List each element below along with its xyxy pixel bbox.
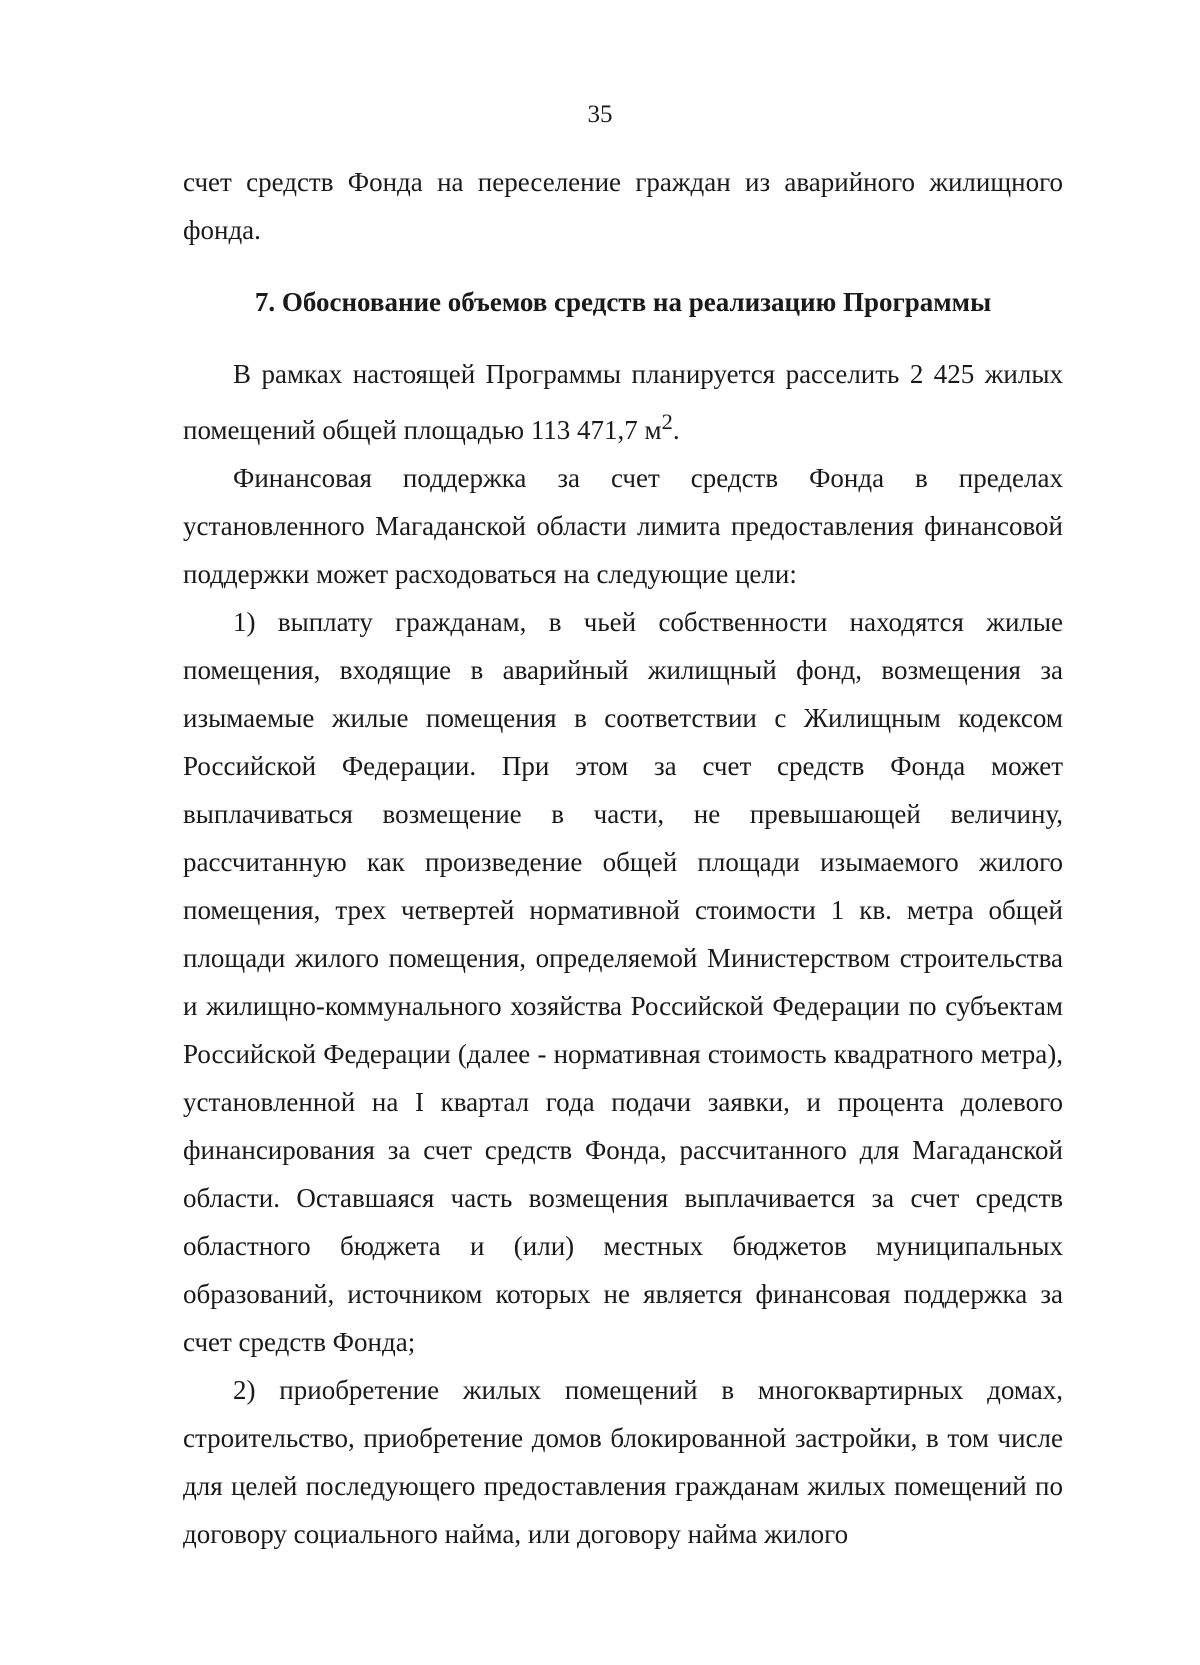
paragraph-financial-support: Финансовая поддержка за счет средств Фонда в пределах установленного Магаданской области лимита предоставления финансовой поддержки может расходоваться на следующие цели: xyxy=(183,463,1063,589)
paragraph-item-2: 2) приобретение жилых помещений в многоквартирных домах, строительство, приобретение домов блокированной застройки, в том числе для целей последующего предоставления гражданам жилых помещений по договору социального найма, или договору найма жилого xyxy=(183,1375,1063,1549)
paragraph-area-end: . xyxy=(672,415,680,445)
continuation-text: счет средств Фонда на переселение граждан из аварийного жилищного фонда. xyxy=(183,167,1063,245)
paragraph-item-1: 1) выплату гражданам, в чьей собственности находятся жилые помещения, входящие в аварийный жилищный фонд, возмещения за изымаемые жилые помещения в соответствии с Жилищным кодексом Российской Федерации. При этом за счет средств Фонда может выплачиваться возмещение в части, не превышающей величину, рассчитанную как произведение общей площади изымаемого жилого помещения, трех четвертей нормативной стоимости 1 кв. метра общей площади жилого помещения, определяемой Министерством строительства и жилищно-коммунального хозяйства Российской Федерации по субъектам Российской Федерации (далее - нормативная стоимость квадратного метра), установленной на I квартал года подачи заявки, и процента долевого финансирования за счет средств Фонда, рассчитанного для Магаданской области. Оставшаяся часть возмещения выплачивается за счет средств областного бюджета и (или) местных бюджетов муниципальных образований, источником которых не является финансовая поддержка за счет средств Фонда; xyxy=(183,607,1063,1357)
section-body xyxy=(183,350,1063,1558)
page-number: 35 xyxy=(587,101,613,128)
paragraph-area-summary xyxy=(183,350,1063,454)
section-heading: 7. Обоснование объемов средств на реализацию Программы xyxy=(254,287,992,317)
paragraph-area-text: В рамках настоящей Программы планируется расселить 2 425 жилых помещений общей площадью 113 471,7 м xyxy=(183,359,1063,445)
superscript-unit: 2 xyxy=(661,409,673,434)
